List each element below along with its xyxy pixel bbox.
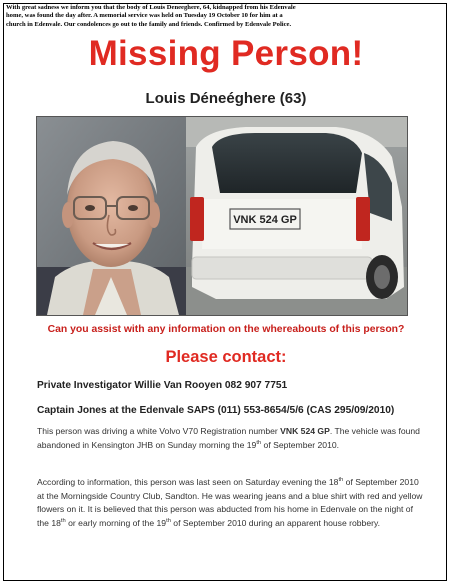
contact-police: Captain Jones at the Edenvale SAPS (011) 553-8654/5/6 (CAS 295/09/2010) <box>37 405 395 416</box>
para2-text-2: of September 2010 at the Morningside Country Club, Sandton. He was wearing jeans and a blue shirt with red and yellow flowers on it. It is believed that this person was abducted from his home in Edenvale on the night of the 18 <box>37 477 423 528</box>
registration-number: VNK 524 GP <box>280 426 330 436</box>
para1-text-2: . The vehicle was found abandoned in Kensington JHB on Sunday morning the 19 <box>37 426 420 450</box>
contact-investigator: Private Investigator Willie Van Rooyen 082 907 7751 <box>37 380 288 391</box>
poster-headline: Missing Person! <box>88 34 364 73</box>
person-name: Louis Déneéghere (63) <box>145 90 307 107</box>
vehicle-paragraph <box>37 425 427 452</box>
vehicle-photo <box>186 117 407 315</box>
notice-line-1: With great sadness we inform you that the body of Louis Deneeghere, 64, kidnapped from his Edenvale <box>6 4 296 11</box>
para2-text-3: or early morning of the 19 <box>65 517 167 528</box>
last-seen-paragraph <box>37 476 427 530</box>
para2-text-1: According to information, this person was last seen on Saturday evening the 18 <box>37 477 339 487</box>
appeal-question: Can you assist with any information on the whereabouts of this person? <box>47 324 405 335</box>
para1-text-3: of September 2010. <box>261 439 340 450</box>
para1-text-1: This person was driving a white Volvo V70 Registration number <box>37 426 281 436</box>
notice-line-3: church in Edenvale. Our condolences go out to the family and friends. Confirmed by Edenvale Police. <box>6 20 292 28</box>
news-notice <box>6 4 344 29</box>
plate-text: VNK 524 GP <box>233 214 297 226</box>
ordinal-suffix: th <box>256 439 262 446</box>
ordinal-suffix: th <box>60 517 66 524</box>
ordinal-suffix: th <box>338 477 344 484</box>
para2-text-4: of September 2010 during an apparent house robbery. <box>170 517 381 528</box>
ordinal-suffix: th <box>166 517 171 524</box>
contact-heading: Please contact: <box>165 348 287 366</box>
photo-strip <box>36 116 408 316</box>
portrait-photo <box>37 117 186 315</box>
notice-line-2: home, was found the day after. A memorial service was held on Tuesday 19 October 10 for him at a <box>6 12 283 20</box>
